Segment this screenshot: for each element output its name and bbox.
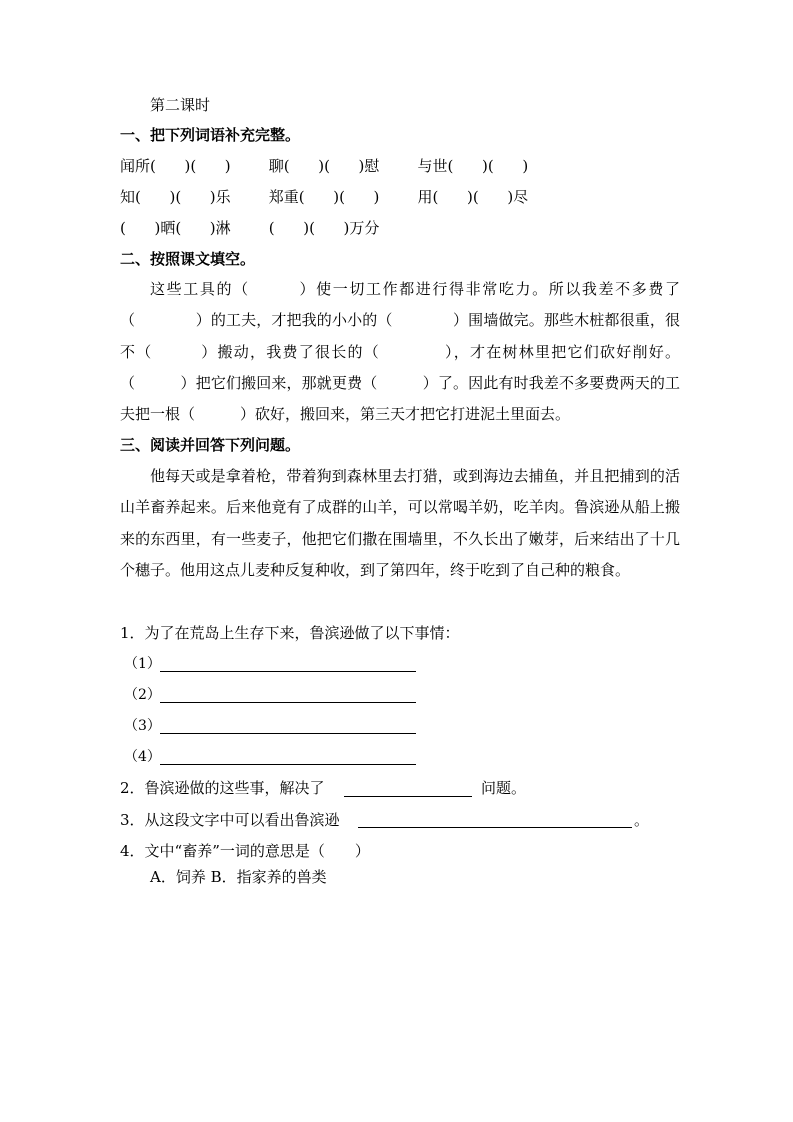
answer-line-1[interactable] — [124, 655, 161, 673]
section1-row-1: 闻所( )( ) 聊( )( )慰 与世( )( ) — [120, 157, 529, 175]
section2-heading: 二、按照课文填空。 — [120, 250, 256, 268]
answer-underline-1[interactable] — [160, 671, 416, 672]
reading-passage: 他每天或是拿着枪，带着狗到森林里去打猎，或到海边去捕鱼，并且把捕到的活山羊畜养起来。后来他竟有了成群的山羊，可以常喝羊奶，吃羊肉。鲁滨逊从船上搬来的东西里，有一些麦子，他把它们撒在围墙里，不久长出了嫩芽，后来结出了十几个穗子。他用这点儿麦种反复种收，到了第四年，终于吃到了自己种的粮食。 — [120, 467, 680, 579]
section1-row-2: 知( )( )乐 郑重( )( ) 用( )( )尽 — [120, 188, 529, 206]
question-4: 4．文中“畜养”一词的意思是（ ） — [120, 842, 370, 860]
question-2-prefix: 2．鲁滨逊做的这些事，解决了 — [120, 779, 325, 797]
question-1: 1．为了在荒岛上生存下来，鲁滨逊做了以下事情： — [120, 624, 460, 642]
question-3-blank[interactable] — [358, 827, 632, 828]
answer-underline-4[interactable] — [160, 764, 416, 765]
answer-label-4: （4） — [124, 749, 161, 765]
question-4-options: A．饲养 B．指家养的兽类 — [150, 868, 327, 886]
question-3-suffix: 。 — [634, 811, 650, 829]
answer-label-2: （2） — [124, 687, 161, 703]
section1-heading: 一、把下列词语补充完整。 — [120, 126, 301, 144]
answer-line-4[interactable] — [124, 748, 161, 766]
section3-heading: 三、阅读并回答下列问题。 — [120, 436, 301, 454]
question-2-suffix: 问题。 — [481, 779, 527, 797]
answer-underline-2[interactable] — [160, 702, 416, 703]
answer-label-1: （1） — [124, 656, 161, 672]
answer-label-3: （3） — [124, 718, 161, 734]
section2-paragraph: 这些工具的（ ）使一切工作都进行得非常吃力。所以我差不多费了（ ）的工夫，才把我的小小的（ ）围墙做完。那些木桩都很重，很不（ ）搬动，我费了很长的（ ），才在树林里把它们砍好削好。（ ）把它们搬回来，那就更费（ ）了。因此有时我差不多要费两天的工夫把一根（ ）砍好，搬回来，第三天才把它打进泥土里面去。 — [120, 280, 680, 424]
section1-row-3: ( )晒( )淋 ( )( )万分 — [120, 219, 380, 237]
lesson-title: 第二课时 — [150, 96, 211, 114]
answer-line-3[interactable] — [124, 717, 161, 735]
question-2-blank[interactable] — [344, 796, 472, 797]
answer-underline-3[interactable] — [160, 733, 416, 734]
question-3-prefix: 3．从这段文字中可以看出鲁滨逊 — [120, 811, 340, 829]
answer-line-2[interactable] — [124, 686, 161, 704]
